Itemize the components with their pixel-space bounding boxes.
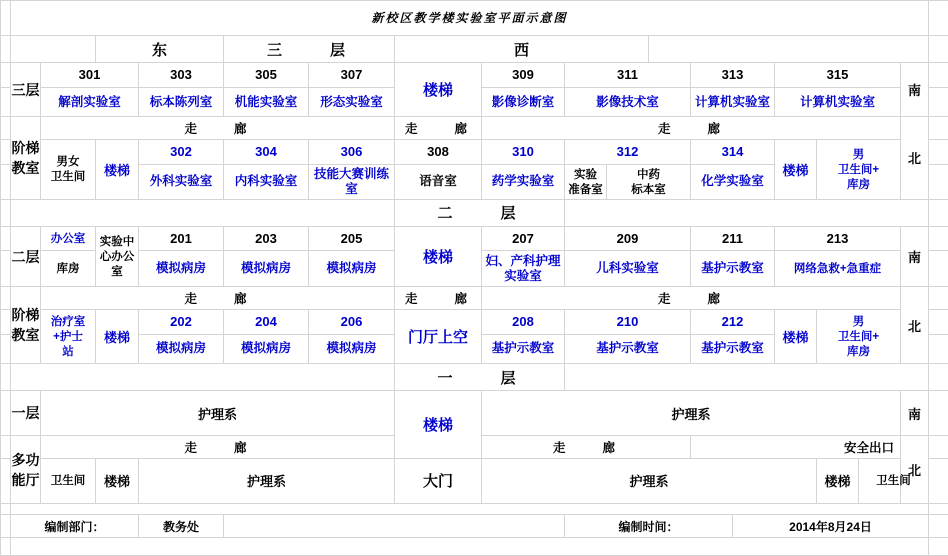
floor3-north-label: 北	[901, 117, 929, 199]
room-number-310: 310	[482, 139, 565, 164]
spacer	[1, 334, 11, 363]
room-number-311: 311	[565, 63, 691, 88]
direction-east: 东	[96, 35, 224, 62]
room-name-305: 机能实验室	[224, 87, 309, 116]
floor1-nursing-bottom-left: 护理系	[139, 458, 395, 503]
room-name-309: 影像诊断室	[482, 87, 565, 116]
direction-cell-blank	[11, 35, 96, 62]
floor1-header-left	[11, 364, 395, 391]
spacer	[929, 139, 948, 164]
room-name-312b: 中药 标本室	[607, 164, 691, 199]
footer-date-value: 2014年8月24日	[733, 515, 929, 538]
spacer	[929, 287, 948, 310]
floor1-toilet-left: 卫生间	[41, 458, 96, 503]
spacer	[929, 515, 948, 538]
floor1-exit: 安全出口	[691, 436, 901, 459]
room-name-310: 药学实验室	[482, 164, 565, 199]
spacer	[1, 164, 11, 199]
room-number-312: 312	[565, 139, 691, 164]
floor2-header: 二 层	[395, 199, 565, 226]
footer-dept-label: 编制部门：	[11, 515, 139, 538]
spacer	[1, 537, 11, 555]
spacer	[1, 287, 11, 310]
floor2-storage: 库房	[41, 251, 96, 287]
room-number-308: 308	[395, 139, 482, 164]
side-label-floor2-bottom: 阶梯 教室	[11, 287, 41, 364]
room-number-307: 307	[309, 63, 395, 88]
side-label-floor2-top: 二层	[11, 226, 41, 287]
floor2-corridor-center: 走 廊	[395, 287, 482, 310]
floor3-corridor-center: 走 廊	[395, 117, 482, 140]
floor1-header: 一 层	[395, 364, 565, 391]
spacer	[1, 458, 11, 503]
bottom-gap	[11, 503, 929, 514]
room-name-204: 模拟病房	[224, 334, 309, 363]
spacer	[1, 63, 11, 88]
floor3-stair-right: 楼梯	[775, 139, 817, 199]
floor2-toilet-right: 男 卫生间+ 库房	[817, 310, 901, 364]
floor2-office: 办公室	[41, 226, 96, 251]
spacer	[929, 226, 948, 251]
spacer	[1, 391, 11, 436]
floor1-center-stair: 楼梯	[395, 391, 482, 459]
room-name-304: 内科实验室	[224, 164, 309, 199]
side-label-floor1-top: 一层	[11, 391, 41, 436]
room-name-208: 基护示教室	[482, 334, 565, 363]
floor3-corridor-west: 走 廊	[482, 117, 901, 140]
room-number-309: 309	[482, 63, 565, 88]
spacer-right	[929, 35, 948, 62]
room-number-204: 204	[224, 310, 309, 335]
spacer	[929, 117, 948, 140]
room-number-203: 203	[224, 226, 309, 251]
floor2-corridor-east: 走 廊	[41, 287, 395, 310]
room-name-209: 儿科实验室	[565, 251, 691, 287]
room-name-313: 计算机实验室	[691, 87, 775, 116]
room-number-304: 304	[224, 139, 309, 164]
footer-gap	[224, 515, 565, 538]
side-label-floor3-bottom: 阶梯 教室	[11, 117, 41, 199]
room-number-211: 211	[691, 226, 775, 251]
footer-date-label: 编制时间：	[565, 515, 733, 538]
floor1-toilet-right: 卫生间	[859, 458, 929, 503]
room-number-315: 315	[775, 63, 901, 88]
side-label-floor1-bottom: 多功 能厅	[11, 436, 41, 504]
floor1-nursing-bottom-right: 护理系	[482, 458, 817, 503]
direction-cell-blank2	[649, 35, 929, 62]
spacer	[1, 87, 11, 116]
floor1-stair-left: 楼梯	[96, 458, 139, 503]
spacer	[929, 199, 948, 226]
footer-dept-value: 教务处	[139, 515, 224, 538]
room-number-305: 305	[224, 63, 309, 88]
room-name-306: 技能大赛训练室	[309, 164, 395, 199]
floor1-corridor-east: 走 廊	[41, 436, 395, 459]
spacer	[1, 251, 11, 287]
bottom-blank	[11, 537, 929, 555]
spacer	[929, 391, 948, 436]
floor3-header: 三 层	[224, 35, 395, 62]
room-number-306: 306	[309, 139, 395, 164]
room-number-210: 210	[565, 310, 691, 335]
room-number-208: 208	[482, 310, 565, 335]
room-name-303: 标本陈列室	[139, 87, 224, 116]
sheet-left-margin	[1, 1, 11, 36]
page-title: 新校区教学楼实验室平面示意图	[11, 1, 929, 36]
spacer	[1, 436, 11, 459]
spacer	[929, 164, 948, 199]
room-name-311: 影像技术室	[565, 87, 691, 116]
room-number-205: 205	[309, 226, 395, 251]
room-name-308: 语音室	[395, 164, 482, 199]
room-name-213: 网络急救+急重症	[775, 251, 901, 287]
spacer	[1, 515, 11, 538]
floor1-south-label: 南	[901, 391, 929, 436]
sheet-right-margin	[929, 1, 948, 36]
room-number-301: 301	[41, 63, 139, 88]
room-name-307: 形态实验室	[309, 87, 395, 116]
spacer	[929, 458, 948, 503]
room-name-212: 基护示教室	[691, 334, 775, 363]
floor3-toilet-right: 男 卫生间+ 库房	[817, 139, 901, 199]
floor2-center-stair: 楼梯	[395, 226, 482, 287]
side-label-floor3-top: 三层	[11, 63, 41, 117]
spacer-left	[1, 35, 11, 62]
spacer	[929, 503, 948, 514]
room-number-206: 206	[309, 310, 395, 335]
floor3-toilet-left: 男女 卫生间	[41, 139, 96, 199]
direction-west: 西	[395, 35, 649, 62]
spacer	[929, 537, 948, 555]
floor3-corridor-east: 走 廊	[41, 117, 395, 140]
floor2-header-left	[11, 199, 395, 226]
room-name-202: 模拟病房	[139, 334, 224, 363]
room-number-201: 201	[139, 226, 224, 251]
floor2-stair-left: 楼梯	[96, 310, 139, 364]
room-number-302: 302	[139, 139, 224, 164]
floor1-nursing-right: 护理系	[482, 391, 901, 436]
room-name-301: 解剖实验室	[41, 87, 139, 116]
room-name-302: 外科实验室	[139, 164, 224, 199]
spacer	[929, 334, 948, 363]
room-name-314: 化学实验室	[691, 164, 775, 199]
floor1-header-right	[565, 364, 929, 391]
floor2-stair-right: 楼梯	[775, 310, 817, 364]
floor3-center-stair: 楼梯	[395, 63, 482, 117]
floor1-gate: 大门	[395, 458, 482, 503]
spacer	[1, 199, 11, 226]
spacer	[1, 364, 11, 391]
floor2-center-office: 实验中 心办公 室	[96, 226, 139, 287]
spacer	[929, 364, 948, 391]
floor1-nursing-left: 护理系	[41, 391, 395, 436]
floor2-corridor-west: 走 廊	[482, 287, 901, 310]
spacer	[1, 139, 11, 164]
spacer	[1, 226, 11, 251]
room-number-314: 314	[691, 139, 775, 164]
floor1-stair-right: 楼梯	[817, 458, 859, 503]
room-name-312a: 实验 准备室	[565, 164, 607, 199]
room-number-207: 207	[482, 226, 565, 251]
floor2-north-label: 北	[901, 287, 929, 364]
room-number-213: 213	[775, 226, 901, 251]
floor2-header-right	[565, 199, 929, 226]
floor3-stair-left: 楼梯	[96, 139, 139, 199]
room-number-202: 202	[139, 310, 224, 335]
spacer	[929, 87, 948, 116]
spacer	[929, 436, 948, 459]
room-name-211: 基护示教室	[691, 251, 775, 287]
room-name-315: 计算机实验室	[775, 87, 901, 116]
room-name-203: 模拟病房	[224, 251, 309, 287]
floor3-south-label: 南	[901, 63, 929, 117]
floor2-lobby: 门厅上空	[395, 310, 482, 364]
spacer	[929, 310, 948, 335]
spacer	[929, 251, 948, 287]
spacer	[1, 503, 11, 514]
floor2-south-label: 南	[901, 226, 929, 287]
room-number-303: 303	[139, 63, 224, 88]
room-name-207: 妇、产科护理 实验室	[482, 251, 565, 287]
room-name-205: 模拟病房	[309, 251, 395, 287]
room-name-201: 模拟病房	[139, 251, 224, 287]
spacer	[1, 310, 11, 335]
floor1-north-label: 北	[901, 436, 929, 504]
spacer	[929, 63, 948, 88]
floor1-corridor-west: 走 廊	[482, 436, 691, 459]
room-name-206: 模拟病房	[309, 334, 395, 363]
room-number-209: 209	[565, 226, 691, 251]
floor2-treatment-room: 治疗室 +护士 站	[41, 310, 96, 364]
spacer	[1, 117, 11, 140]
room-name-210: 基护示教室	[565, 334, 691, 363]
room-number-212: 212	[691, 310, 775, 335]
room-number-313: 313	[691, 63, 775, 88]
